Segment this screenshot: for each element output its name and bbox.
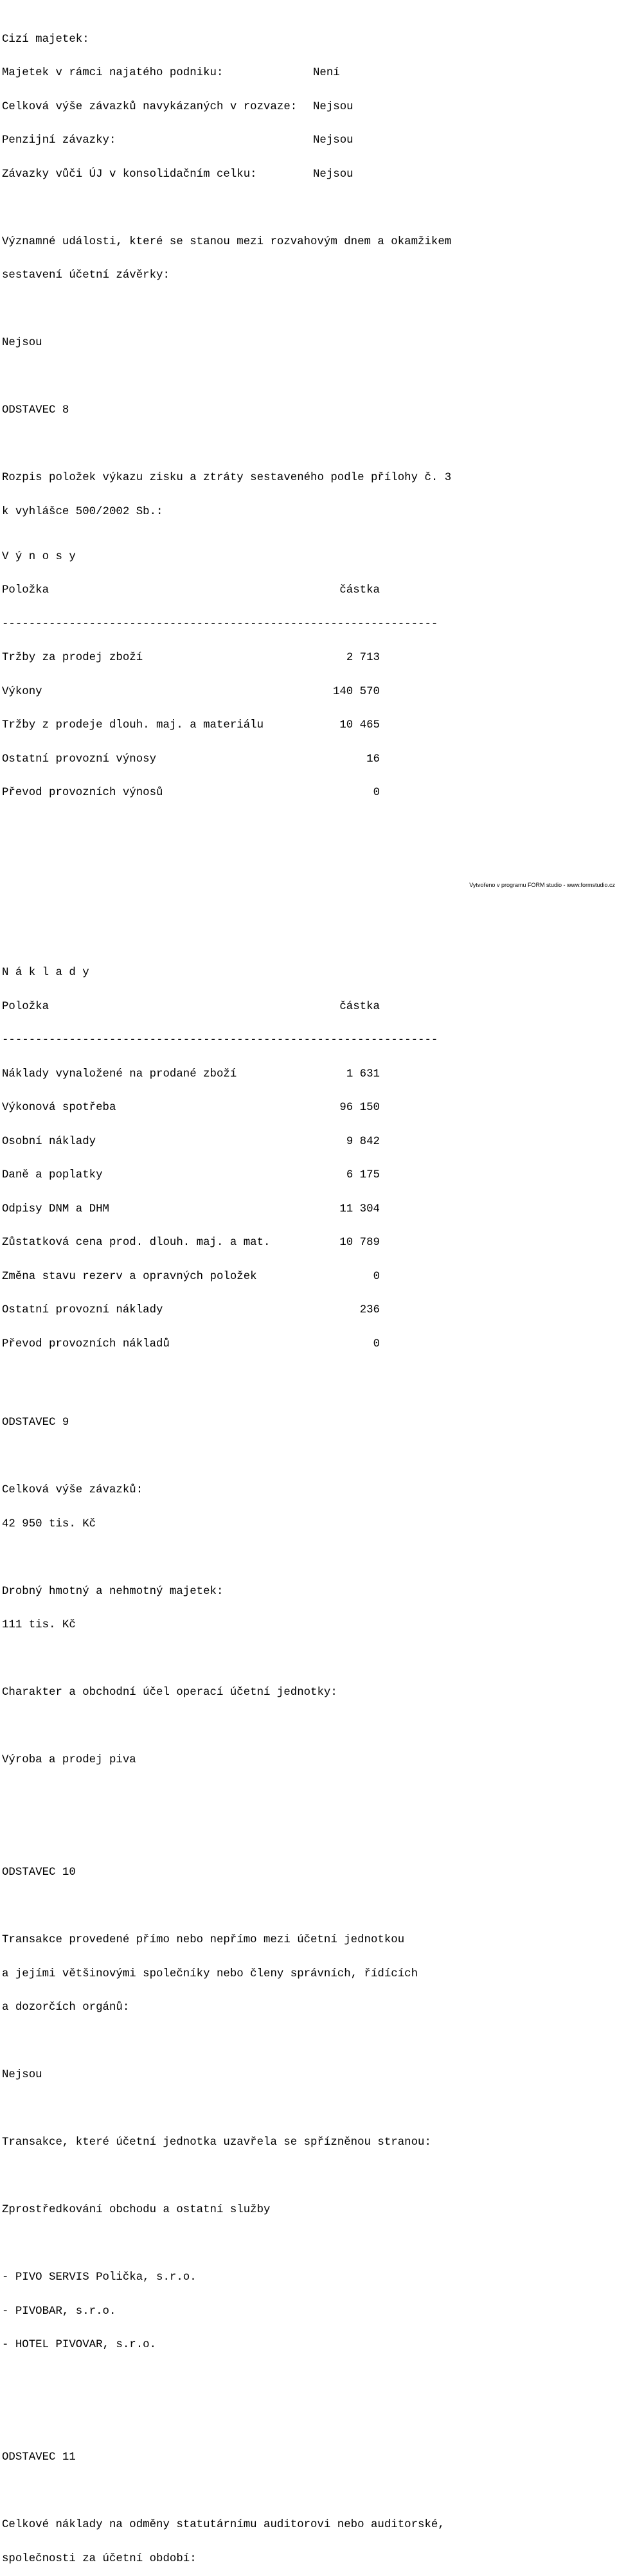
row-amount: 2 713 [346,652,380,664]
row-amount: 10 465 [339,719,380,731]
row-amount: 11 304 [339,1203,380,1215]
info-row [2,135,613,147]
total-liabilities-label: Celková výše závazků: [2,1484,143,1496]
events-value: Nejsou [2,337,42,349]
row-amount: 96 150 [339,1102,380,1114]
table-rule: ----------------------------------------------------------------- [2,618,438,631]
auditor-fees-text: Celkové náklady na odměny statutárnímu auditorovi nebo auditorské, [2,2519,445,2531]
business-character-label: Charakter a obchodní účel operací účetní jednotky: [2,1686,337,1699]
row-amount: 0 [373,1270,380,1283]
table-rule: ----------------------------------------------------------------- [2,1034,438,1046]
small-assets-label: Drobný hmotný a nehmotný majetek: [2,1585,224,1598]
table-row [2,686,613,698]
section-heading-9: ODSTAVEC 9 [2,1417,69,1429]
info-label: Majetek v rámci najatého podniku: [2,67,224,79]
related-party-label: Transakce, které účetní jednotka uzavřela se spřízněnou stranou: [2,2136,431,2149]
table-row [2,1339,613,1350]
row-label: Osobní náklady [2,1135,96,1148]
revenues-header: Položka částka [2,584,380,596]
transactions-text: Transakce provedené přímo nebo nepřímo mezi účetní jednotkou [2,1934,405,1946]
table-row [2,1237,613,1249]
row-amount: 1 631 [346,1068,380,1080]
info-label: Závazky vůči ÚJ v konsolidačním celku: [2,168,257,181]
info-label: Celková výše závazků navykázaných v rozvaze: [2,100,298,113]
row-label: Zůstatková cena prod. dlouh. maj. a mat. [2,1237,271,1249]
table-row [2,787,613,799]
col-amount-header: částka [339,584,380,596]
revenues-title: V ý n o s y [2,550,76,563]
row-amount: 10 789 [339,1237,380,1249]
table-row [2,1136,613,1148]
row-amount: 140 570 [332,685,380,698]
table-row [2,754,613,765]
col-amount-header: částka [339,1000,380,1013]
row-amount: 236 [359,1304,380,1316]
row-label: Ostatní provozní náklady [2,1304,163,1316]
related-party-item: - PIVOBAR, s.r.o. [2,2305,116,2318]
table-row [2,652,613,664]
table-row [2,1204,613,1215]
section-heading-11: ODSTAVEC 11 [2,2451,76,2464]
foreign-assets-title: Cizí majetek: [2,33,89,46]
info-row [2,102,613,113]
transactions-text: a dozorčích orgánů: [2,2001,130,2014]
row-label: Převod provozních výnosů [2,787,163,799]
costs-title: N á k l a d y [2,967,89,979]
row-label: Odpisy DNM a DHM [2,1203,109,1215]
total-liabilities-value: 42 950 tis. Kč [2,1517,96,1530]
info-label: Penzijní závazky: [2,134,116,147]
info-value: Nejsou [313,168,353,181]
row-label: Výkonová spotřeba [2,1102,116,1114]
row-label: Výkony [2,685,42,698]
related-party-value: Zprostředkování obchodu a ostatní služby [2,2204,271,2216]
row-label: Tržby z prodeje dlouh. maj. a materiálu [2,719,264,731]
info-value: Není [313,67,340,79]
info-value: Nejsou [313,100,353,113]
table-row [2,720,613,731]
row-amount: 6 175 [346,1169,380,1181]
transactions-text: a jejími většinovými společníky nebo členy správních, řídících [2,1967,418,1980]
transactions-value: Nejsou [2,2069,42,2081]
info-row [2,67,613,79]
small-assets-value: 111 tis. Kč [2,1619,76,1631]
related-party-item: - PIVO SERVIS Polička, s.r.o. [2,2271,197,2284]
row-label: Změna stavu rezerv a opravných položek [2,1270,257,1283]
auditor-fees-text: společnosti za účetní období: [2,2552,197,2565]
events-text: Významné události, které se stanou mezi rozvahovým dnem a okamžikem [2,235,452,248]
table-row [2,1305,613,1316]
section-heading-10: ODSTAVEC 10 [2,1866,76,1879]
events-text: sestavení účetní závěrky: [2,269,170,282]
row-amount: 0 [373,1337,380,1350]
business-character-value: Výroba a prodej piva [2,1754,136,1766]
table-row [2,1102,613,1114]
row-label: Ostatní provozní výnosy [2,753,157,765]
row-label: Tržby za prodej zboží [2,652,143,664]
info-row [2,169,613,181]
row-label: Převod provozních nákladů [2,1337,170,1350]
info-value: Nejsou [313,134,353,147]
footer-credit: Vytvořeno v programu FORM studio - www.formstudio.cz [469,882,615,888]
income-statement-intro: Rozpis položek výkazu zisku a ztráty sestaveného podle přílohy č. 3 [2,472,452,484]
income-statement-intro: k vyhlášce 500/2002 Sb.: [2,505,163,518]
costs-header: Položka částka [2,1000,380,1013]
row-amount: 0 [373,787,380,799]
table-row [2,1170,613,1181]
table-row [2,1271,613,1283]
row-amount: 9 842 [346,1135,380,1148]
row-amount: 16 [366,753,380,765]
related-party-item: - HOTEL PIVOVAR, s.r.o. [2,2339,157,2351]
table-row [2,1069,613,1080]
document-page [2,0,613,2576]
section-heading-8: ODSTAVEC 8 [2,404,69,416]
row-label: Náklady vynaložené na prodané zboží [2,1068,237,1080]
row-label: Daně a poplatky [2,1169,103,1181]
